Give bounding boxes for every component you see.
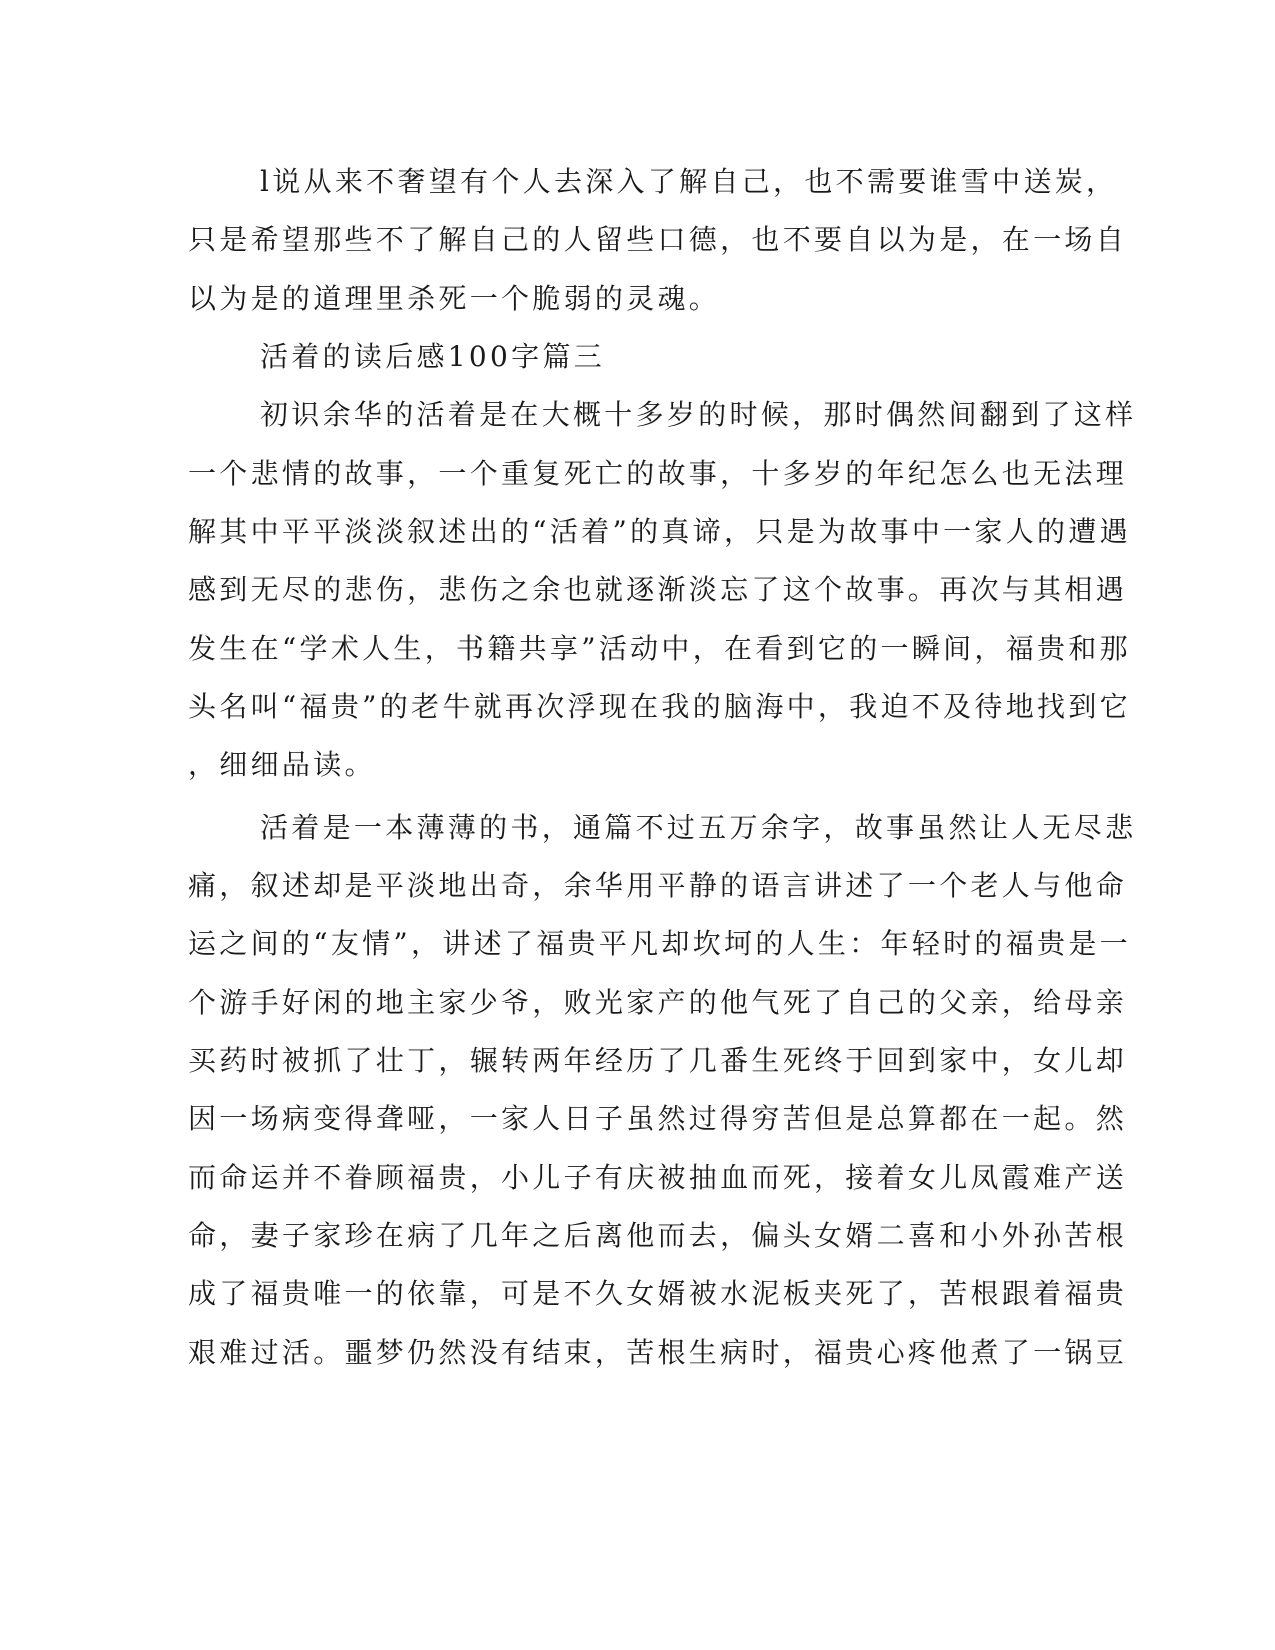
- text-line: 只是希望那些不了解自己的人留些口德，也不要自以为是，在一场自: [188, 223, 1128, 256]
- text-line: 初识余华的活着是在大概十多岁的时候，那时偶然间翻到了这样: [260, 398, 1137, 431]
- text-line: l说从来不奢望有个人去深入了解自己，也不需要谁雪中送炭，: [260, 165, 1118, 198]
- text-line: 痛，叙述却是平淡地出奇，余华用平静的语言讲述了一个老人与他命: [188, 869, 1128, 902]
- section-heading: 活着的读后感100字篇三: [260, 340, 606, 373]
- text-line: 头名叫“福贵”的老牛就再次浮现在我的脑海中，我迫不及待地找到它: [188, 690, 1131, 723]
- text-line: 而命运并不眷顾福贵，小儿子有庆被抽血而死，接着女儿凤霞难产送: [188, 1161, 1128, 1194]
- text-line: 个游手好闲的地主家少爷，败光家产的他气死了自己的父亲，给母亲: [188, 986, 1128, 1019]
- text-line: 艰难过活。噩梦仍然没有结束，苦根生病时，福贵心疼他煮了一锅豆: [188, 1336, 1128, 1369]
- text-line: 发生在“学术人生，书籍共享”活动中，在看到它的一瞬间，福贵和那: [188, 632, 1131, 665]
- text-line: 活着是一本薄薄的书，通篇不过五万余字，故事虽然让人无尽悲: [260, 811, 1137, 844]
- text-line: 感到无尽的悲伤，悲伤之余也就逐渐淡忘了这个故事。再次与其相遇: [188, 573, 1128, 606]
- text-line: 以为是的道理里杀死一个脆弱的灵魂。: [188, 282, 721, 315]
- text-line: 命，妻子家珍在病了几年之后离他而去，偏头女婿二喜和小外孙苦根: [188, 1219, 1128, 1252]
- text-line: 买药时被抓了壮丁，辗转两年经历了几番生死终于回到家中，女儿却: [188, 1044, 1128, 1077]
- text-line: 运之间的“友情”，讲述了福贵平凡却坎坷的人生：年轻时的福贵是一: [188, 927, 1131, 960]
- text-line: 一个悲情的故事，一个重复死亡的故事，十多岁的年纪怎么也无法理: [188, 457, 1128, 490]
- text-line: 成了福贵唯一的依靠，可是不久女婿被水泥板夹死了，苦根跟着福贵: [188, 1277, 1128, 1310]
- text-line: 因一场病变得聋哑，一家人日子虽然过得穷苦但是总算都在一起。然: [188, 1102, 1128, 1135]
- text-line: ，细细品读。: [188, 748, 376, 781]
- text-line: 解其中平平淡淡叙述出的“活着”的真谛，只是为故事中一家人的遭遇: [188, 515, 1131, 548]
